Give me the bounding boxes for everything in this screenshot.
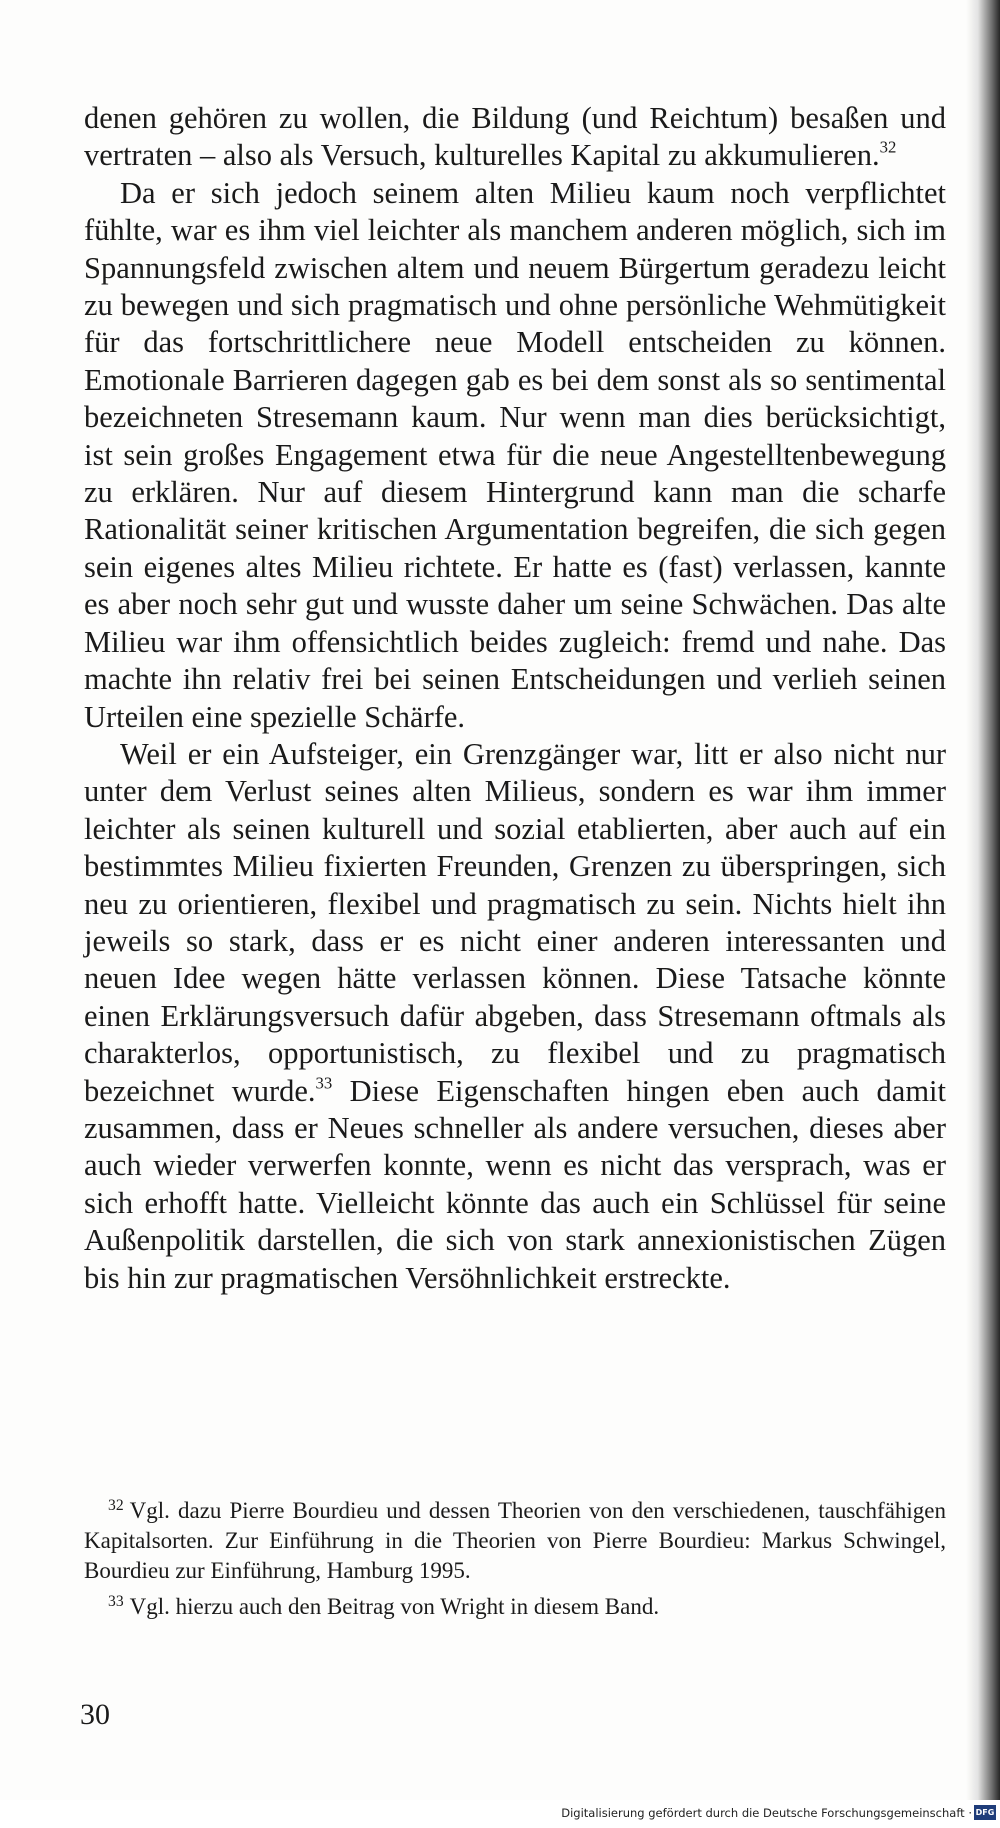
book-spine-shadow <box>966 0 1000 1800</box>
paragraph-1 <box>84 100 946 175</box>
footnote-number: 32 <box>108 1497 124 1515</box>
footnote-text: Vgl. dazu Pierre Bourdieu und dessen Theorien von den verschiedenen, tauschfähigen Kapitalsorten. Zur Einführung in die Theorien von Pierre Bourdieu: Markus Schwingel, Bourdieu zur Einführung, Hamburg 1995. <box>84 1498 946 1583</box>
dfg-logo-icon: DFG <box>974 1805 996 1820</box>
paragraph-3-text-after: Diese Eigenschaften hingen eben auch damit zusammen, dass er Neues schneller als andere versuchen, dieses aber auch wieder verwerfen konnte, wenn es nicht das versprach, was er sich erhofft hatte. Vielleicht könnte das auch ein Schlüssel für seine Außenpolitik darstellen, die sich von stark annexionistischen Zügen bis hin zur pragmatischen Versöhnlichkeit erstreckte. <box>84 1073 946 1295</box>
paragraph-3 <box>84 736 946 1297</box>
paragraph-3-text-before: Weil er ein Aufsteiger, ein Grenzgänger war, litt er also nicht nur unter dem Verlust seines alten Milieus, sondern es war ihm immer leichter als seinen kulturell und sozial etablierten, aber auch auf ein bestimmtes Milieu fixierten Freunden, Grenzen zu überspringen, sich neu zu orientieren, flexibel und pragmatisch zu sein. Nichts hielt ihn jeweils so stark, dass er es nicht einer anderen interessanten und neuen Idee wegen hätte verlassen können. Diese Tatsache könnte einen Erklärungsversuch dafür abgeben, dass Stresemann oftmals als charakterlos, opportunistisch, zu flexibel und zu pragmatisch bezeichnet wurde. <box>84 736 946 1108</box>
paragraph-2 <box>84 175 946 736</box>
footnote-number: 33 <box>108 1593 124 1611</box>
footnote-ref-32[interactable]: 32 <box>879 137 897 157</box>
main-text <box>84 100 946 1297</box>
digitization-credit: Digitalisierung gefördert durch die Deutsche Forschungsgemeinschaft · <box>561 1806 972 1820</box>
page-number: 30 <box>80 1698 110 1731</box>
paragraph-1-text: denen gehören zu wollen, die Bildung (und Reichtum) besaßen und vertraten – also als Versuch, kulturelles Kapital zu akkumulieren. <box>84 101 946 173</box>
footnote-32 <box>84 1496 946 1586</box>
footnote-33 <box>84 1592 946 1622</box>
paragraph-2-text: Da er sich jedoch seinem alten Milieu kaum noch verpflichtet fühlte, war es ihm viel leichter als manchem anderen möglich, sich im Spannungsfeld zwischen altem und neuem Bürgertum geradezu leicht zu bewegen und sich pragmatisch und ohne persönliche Wehmütigkeit für das fortschrittlichere neue Modell entscheiden zu können. Emotionale Barrieren dagegen gab es bei dem sonst als so sentimental bezeichneten Stresemann kaum. Nur wenn man dies berücksichtigt, ist sein großes Engagement etwa für die neue Angestelltenbewegung zu erklären. Nur auf diesem Hintergrund kann man die scharfe Rationalität seiner kritischen Argumentation begreifen, die sich gegen sein eigenes altes Milieu richtete. Er hatte es (fast) verlassen, kannte es aber noch sehr gut und wusste daher um seine Schwächen. Das alte Milieu war ihm offensichtlich beides zugleich: fremd und nahe. Das machte ihn relativ frei bei seinen Entscheidungen und verlieh seinen Urteilen eine spezielle Schärfe. <box>84 175 946 734</box>
footnote-ref-33[interactable]: 33 <box>315 1072 333 1092</box>
footnote-text: Vgl. hierzu auch den Beitrag von Wright in diesem Band. <box>129 1594 660 1619</box>
footnotes <box>84 1496 946 1622</box>
